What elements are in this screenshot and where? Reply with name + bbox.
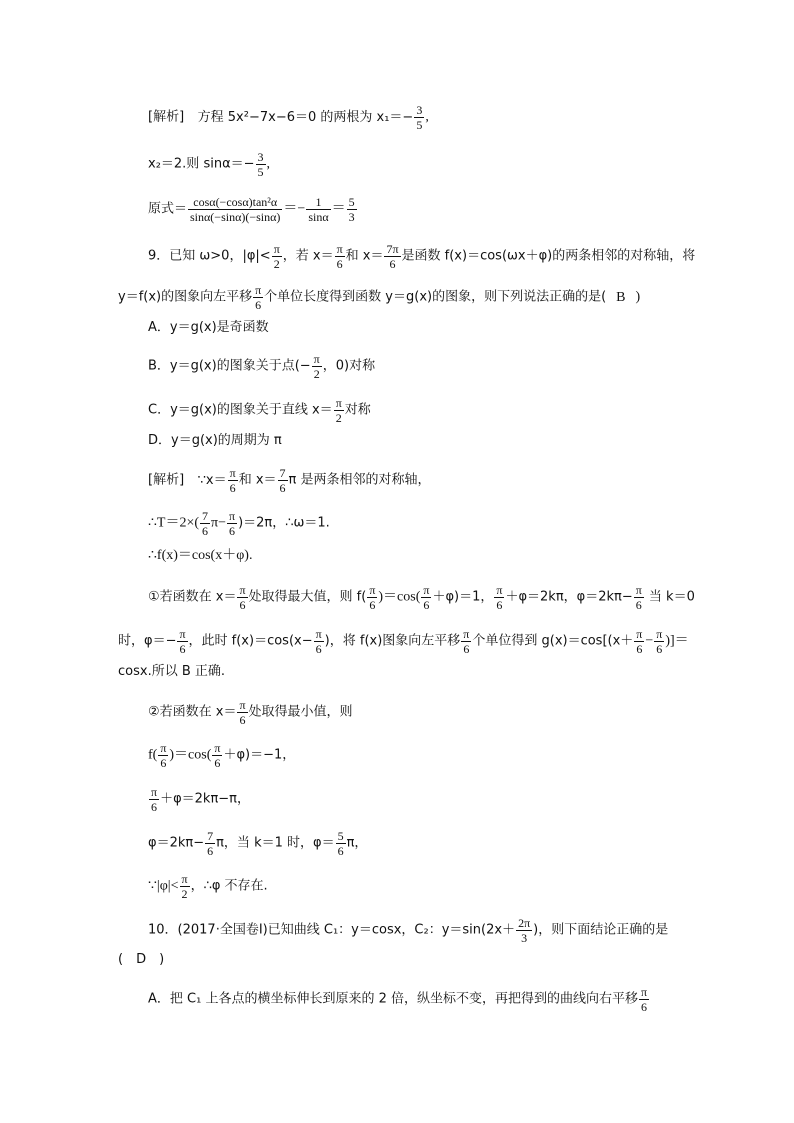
q10-answer: ( D )	[118, 952, 165, 967]
q10-option-a: A．把 C₁ 上各点的横坐标伸长到原来的 2 倍，纵坐标不变，再把得到的曲线向右平移 $\frac{\pi}{6}$	[148, 985, 648, 1014]
fraction: $\frac{\pi}{2}$	[181, 872, 188, 901]
q9-case1-line2: 时，φ＝− $\frac{\pi}{6}$ ，此时 f(x)＝cos(x− $\frac{\pi}{6}$ )，将 f(x)图象向左平移 $\frac{\pi}{6}$ 个单位得到 g(x)＝cos[(x＋ $\frac{\pi}{6}$ − $\frac{\pi}{6}$ )]＝	[118, 627, 689, 656]
fraction: $\frac{1}{\sin\alpha}$	[308, 195, 329, 224]
fraction: $\frac{\pi}{6}$	[229, 509, 236, 538]
q9-solution-line2: ∴T＝2×( $\frac{7}{6}$ π− $\frac{\pi}{6}$ )＝2π，∴ω＝1.	[148, 509, 330, 538]
fraction: $\frac{5}{3}$	[348, 195, 355, 224]
fraction: $\frac{\text{cosα(−cosα)tan²α}}{\sin\alpha(-\sin\alpha)(-\sin\alpha)}$	[190, 195, 281, 224]
q8-text: x₂＝2.则 sinα＝−	[148, 156, 255, 172]
q8-text: 方程 5x²−7x−6＝0 的两根为 x₁＝−	[197, 109, 414, 125]
solution-tag: [解析]	[148, 109, 185, 125]
fraction: $\frac{\pi}{2}$	[313, 352, 320, 381]
fraction: $\frac{7}{6}$	[202, 509, 209, 538]
q9-case1-line3: cosx.所以 B 正确.	[118, 664, 226, 679]
q8-solution-line1: [解析] 方程 5x²−7x−6＝0 的两根为 x₁＝− $\frac{3}{5}$ ,	[148, 103, 429, 132]
fraction: $\frac{\pi}{6}$	[496, 583, 503, 612]
q9-option-c: C．y＝g(x)的图象关于直线 x＝ $\frac{\pi}{2}$ 对称	[148, 396, 371, 425]
q8-solution-line2: x₂＝2.则 sinα＝− $\frac{3}{5}$ ,	[148, 150, 271, 179]
fraction: $\frac{\pi}{6}$	[160, 741, 167, 770]
q9-stem-line2: y＝f(x)的图象向左平移 $\frac{\pi}{6}$ 个单位长度得到函数 y＝g(x)的图象，则下列说法正确的是( B )	[118, 283, 641, 312]
q9-case1-line1: ①若函数在 x＝ $\frac{\pi}{6}$ 处取得最大值，则 f( $\frac{\pi}{6}$ )＝cos( $\frac{\pi}{6}$ ＋φ)＝1， $\frac{\pi}{6}$ ＋φ＝2kπ，φ＝2kπ− $\frac{\pi}{6}$ 当 k＝0	[148, 583, 695, 612]
q9-case2-line1: ②若函数在 x＝ $\frac{\pi}{6}$ 处取得最小值，则	[148, 698, 353, 727]
fraction: $\frac{\pi}{6}$	[636, 627, 643, 656]
q9-case2-line2: f( $\frac{\pi}{6}$ )＝cos( $\frac{\pi}{6}$ ＋φ)＝−1，	[148, 741, 296, 770]
fraction: $\frac{\pi}{6}$	[255, 283, 262, 312]
q9-option-d: D．y＝g(x)的周期为 π	[148, 433, 282, 448]
fraction: $\frac{3}{5}$	[416, 103, 423, 132]
q9-solution-line3: ∴f(x)＝cos(x＋φ).	[148, 548, 253, 563]
q9-case2-line4: φ＝2kπ− $\frac{7}{6}$ π，当 k＝1 时，φ＝ $\frac{5}{6}$ π，	[148, 829, 368, 858]
fraction: $\frac{\pi}{6}$	[315, 627, 322, 656]
fraction: $\frac{\pi}{2}$	[273, 242, 280, 271]
fraction: $\frac{\pi}{6}$	[463, 627, 470, 656]
fraction: $\frac{\pi}{2}$	[335, 396, 342, 425]
fraction: $\frac{7}{6}$	[207, 829, 214, 858]
fraction: $\frac{\pi}{6}$	[635, 583, 642, 612]
q9-case2-line3: $\frac{\pi}{6}$ ＋φ＝2kπ−π，	[151, 785, 250, 814]
fraction: $\frac{7}{6}$	[279, 466, 286, 495]
fraction: $\frac{\pi}{6}$	[239, 583, 246, 612]
q9-option-b: B．y＝g(x)的图象关于点(− $\frac{\pi}{2}$ ，0)对称	[148, 352, 376, 381]
fraction: $\frac{\pi}{6}$	[369, 583, 376, 612]
fraction: $\frac{\pi}{6}$	[640, 985, 648, 1014]
q8-solution-line3: 原式＝ $\frac{\text{cosα(−cosα)tan²α}}{\sin\alpha(-\sin\alpha)(-\sin\alpha)}$ ＝− $\frac{1}{\sin\alpha}$ ＝ $\frac{5}{3}$	[148, 195, 355, 224]
fraction: $\frac{2\pi}{3}$	[518, 916, 531, 945]
fraction: $\frac{\pi}{6}$	[239, 698, 246, 727]
fraction: $\frac{\pi}{6}$	[229, 466, 236, 495]
q9-option-a: A．y＝g(x)是奇函数	[148, 320, 269, 335]
q9-case2-line5: ∵|φ|< $\frac{\pi}{2}$ ，∴φ 不存在.	[148, 872, 268, 901]
q9-stem-line1: 9．已知 ω>0，|φ|< $\frac{\pi}{2}$ ，若 x＝ $\frac{\pi}{6}$ 和 x＝ $\frac{7\pi}{6}$ 是函数 f(x)＝cos(ωx＋φ)的两条相邻的对称轴，将	[148, 242, 696, 271]
fraction: $\frac{\pi}{6}$	[336, 242, 343, 271]
fraction: $\frac{\pi}{6}$	[423, 583, 430, 612]
fraction: $\frac{\pi}{6}$	[179, 627, 186, 656]
fraction: $\frac{5}{6}$	[337, 829, 344, 858]
q8-text: 原式＝	[148, 201, 188, 217]
fraction: $\frac{\pi}{6}$	[214, 741, 221, 770]
q9-solution-line1: [解析] ∵x＝ $\frac{\pi}{6}$ 和 x＝ $\frac{7}{6}$ π 是两条相邻的对称轴，	[148, 466, 431, 495]
fraction: $\frac{\pi}{6}$	[656, 627, 663, 656]
q10-stem-line1: 10．(2017·全国卷Ⅰ)已知曲线 C₁：y＝cosx，C₂：y＝sin(2x＋ $\frac{2\pi}{3}$ )，则下面结论正确的是	[148, 916, 669, 945]
fraction: $\frac{\pi}{6}$	[151, 785, 158, 814]
fraction: $\frac{7\pi}{6}$	[386, 242, 399, 271]
fraction: $\frac{3}{5}$	[257, 150, 264, 179]
q9-answer: B	[616, 289, 626, 305]
